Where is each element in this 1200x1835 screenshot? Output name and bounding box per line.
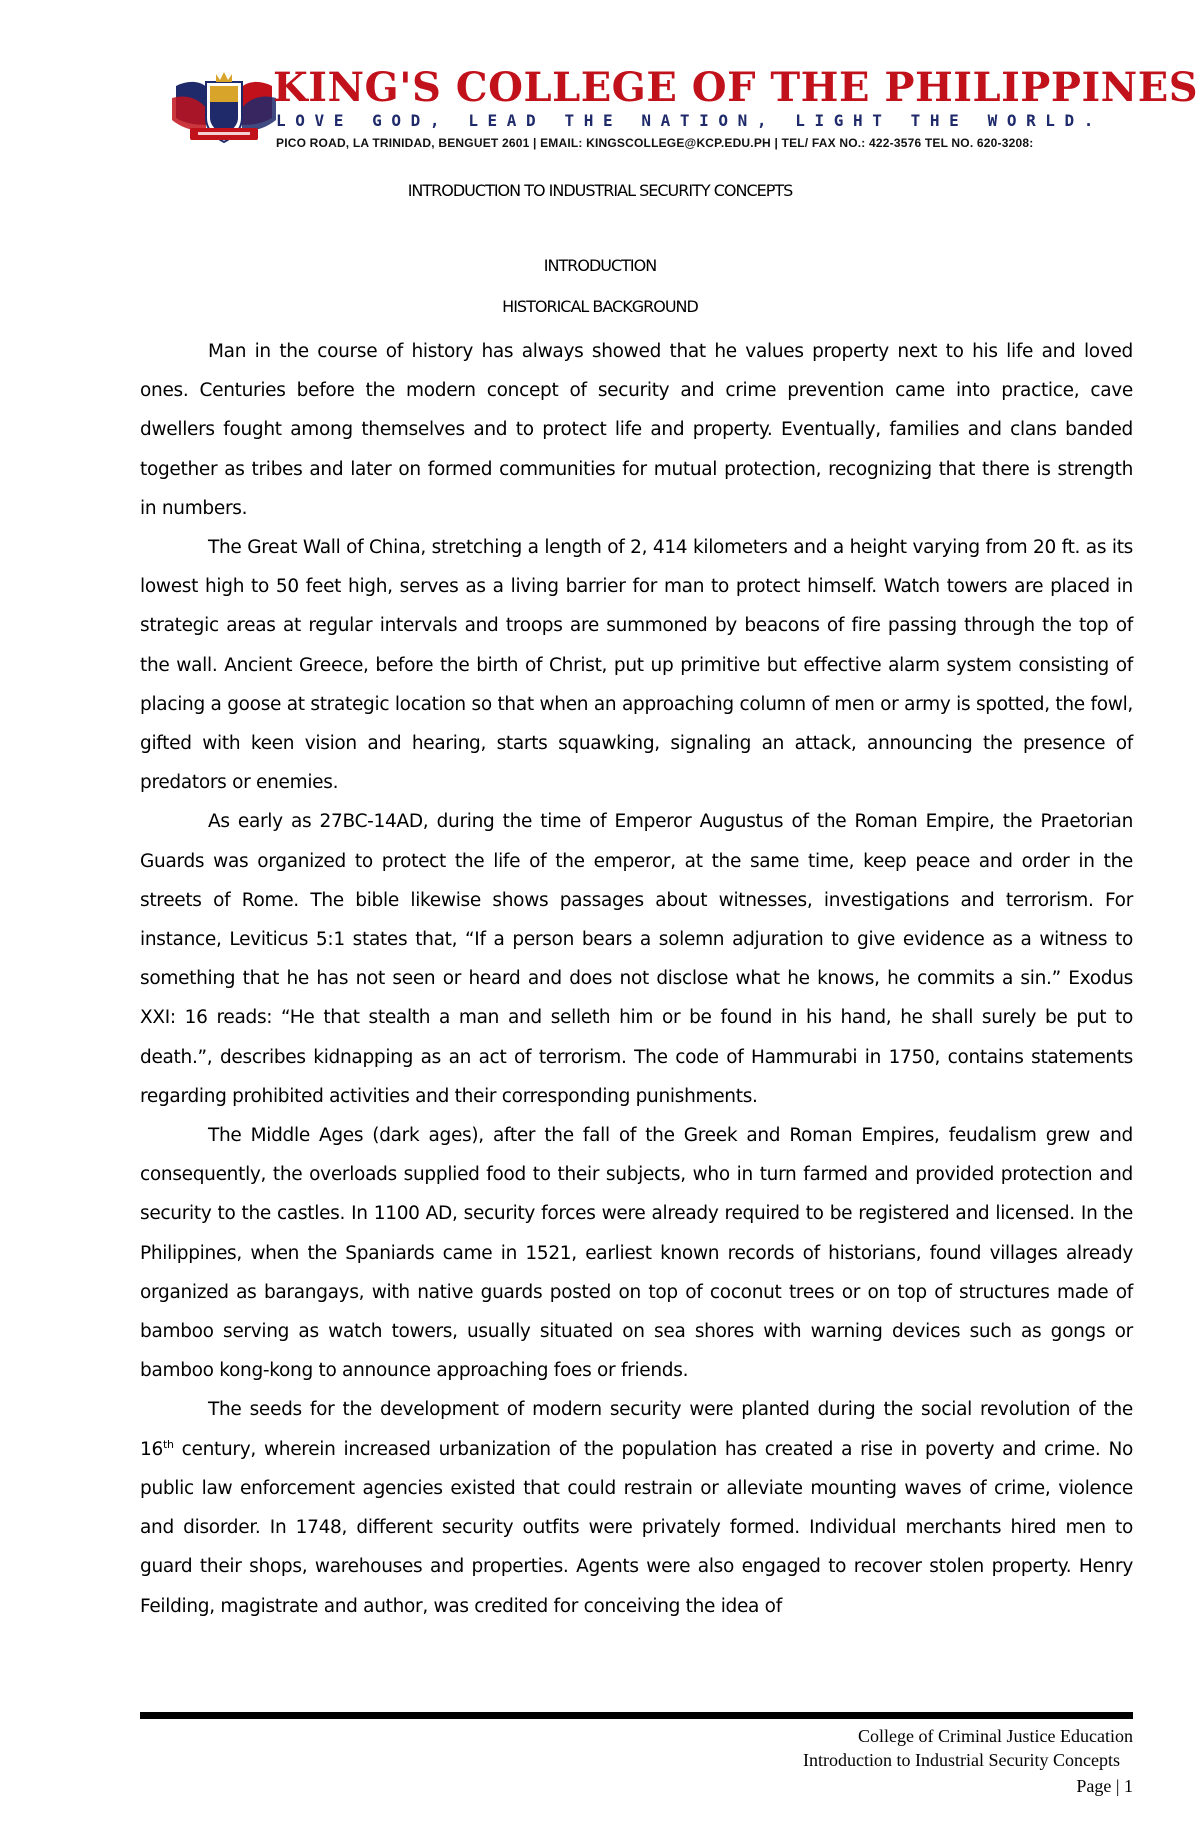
- subsection-heading: HISTORICAL BACKGROUND: [502, 297, 698, 316]
- page-number: Page | 1: [1076, 1776, 1133, 1796]
- paragraph: [140, 1390, 1133, 1625]
- paragraph-text: The seeds for the development of modern security were planted during the social revolution of the 16: [140, 1399, 1133, 1460]
- college-seal-icon: [172, 68, 276, 146]
- college-address: PICO ROAD, LA TRINIDAD, BENGUET 2601 | EMAIL: KINGSCOLLEGE@KCP.EDU.PH | TEL/ FAX NO.: 422-3576 TEL NO. 620-3208:: [276, 136, 1034, 150]
- college-motto: LOVE GOD, LEAD THE NATION, LIGHT THE WORLD.: [276, 111, 1104, 130]
- document-title: INTRODUCTION TO INDUSTRIAL SECURITY CONCEPTS: [407, 181, 793, 200]
- footer-college: College of Criminal Justice Education: [858, 1726, 1133, 1746]
- paragraph-text: century, wherein increased urbanization of the population has created a rise in poverty and crime. No public law enforcement agencies existed that could restrain or alleviate mounting waves of crime, violence and disorder. In 1748, different security outfits were privately formed. Individual merchants hired men to guard their shops, warehouses and properties. Agents were also engaged to recover stolen property. Henry Feilding, magistrate and author, was credited for conceiving the idea of: [140, 1438, 1133, 1617]
- paragraph: The Middle Ages (dark ages), after the fall of the Greek and Roman Empires, feudalism grew and consequently, the overloads supplied food to their subjects, who in turn farmed and provided protection and security to the castles. In 1100 AD, security forces were already required to be registered and licensed. In the Philippines, when the Spaniards came in 1521, earliest known records of historians, found villages already organized as barangays, with native guards posted on top of coconut trees or on top of structures made of bamboo serving as watch towers, usually situated on sea shores with warning devices such as gongs or bamboo kong-kong to announce approaching foes or friends.: [140, 1125, 1133, 1382]
- section-heading: INTRODUCTION: [543, 256, 657, 275]
- college-name: KING'S COLLEGE OF THE PHILIPPINES: [273, 64, 1199, 111]
- paragraph: Man in the course of history has always showed that he values property next to his life and loved ones. Centuries before the modern concept of security and crime prevention came into practice, cave dwellers fought among themselves and to protect life and property. Eventually, families and clans banded together as tribes and later on formed communities for mutual protection, recognizing that there is strength in numbers.: [140, 341, 1133, 519]
- letterhead: [168, 58, 1199, 158]
- body-text: [140, 332, 1133, 1626]
- ordinal-suffix: th: [162, 1437, 174, 1451]
- paragraph: The Great Wall of China, stretching a length of 2, 414 kilometers and a height varying from 20 ft. as its lowest high to 50 feet high, serves as a living barrier for man to protect himself. Watch towers are placed in strategic areas at regular intervals and troops are summoned by beacons of fire passing through the top of the wall. Ancient Greece, before the birth of Christ, put up primitive but effective alarm system consisting of placing a goose at strategic location so that when an approaching column of men or army is spotted, the fowl, gifted with keen vision and hearing, starts squawking, signaling an attack, announcing the presence of predators or enemies.: [140, 537, 1133, 794]
- footer-divider: [140, 1712, 1133, 1719]
- footer-course: Introduction to Industrial Security Concepts: [803, 1750, 1120, 1770]
- paragraph: As early as 27BC-14AD, during the time of Emperor Augustus of the Roman Empire, the Praetorian Guards was organized to protect the life of the emperor, at the same time, keep peace and order in the streets of Rome. The bible likewise shows passages about witnesses, investigations and terrorism. For instance, Leviticus 5:1 states that, “If a person bears a solemn adjuration to give evidence as a witness to something that he has not seen or heard and does not disclose what he knows, he commits a sin.” Exodus XXI: 16 reads: “He that stealth a man and selleth him or be found in his hand, he shall surely be put to death.”, describes kidnapping as an act of terrorism. The code of Hammurabi in 1750, contains statements regarding prohibited activities and their corresponding punishments.: [140, 811, 1133, 1107]
